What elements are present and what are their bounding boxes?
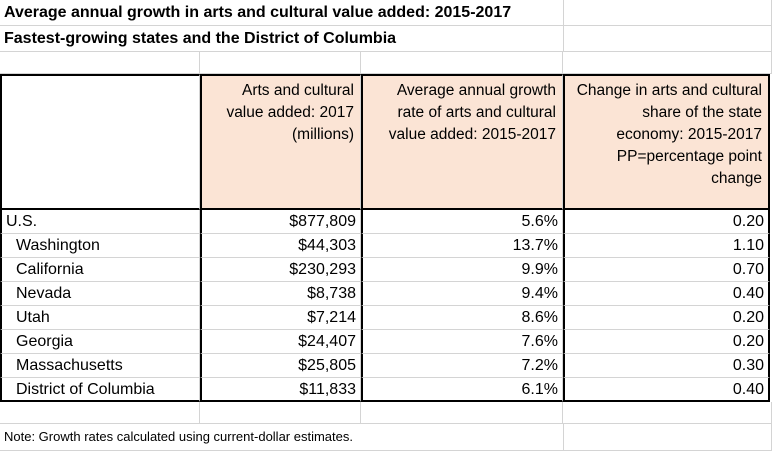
growth-cell[interactable]: 7.6% (361, 330, 563, 354)
empty-cell[interactable] (563, 52, 772, 74)
empty-cell[interactable] (200, 52, 361, 74)
header-value-cell[interactable] (200, 74, 361, 210)
value-cell[interactable]: $7,214 (200, 306, 361, 330)
header-value-label: Arts and cultural value added: 2017 (millions) (226, 82, 354, 143)
change-cell[interactable]: 0.20 (563, 330, 770, 354)
state-name-cell[interactable]: Nevada (0, 282, 200, 306)
value-cell[interactable]: $8,738 (200, 282, 361, 306)
table-row (0, 210, 772, 234)
state-name-cell[interactable]: Massachusetts (0, 354, 200, 378)
value-cell[interactable]: $11,833 (200, 378, 361, 402)
empty-cell[interactable] (563, 0, 772, 26)
note-text[interactable]: Note: Growth rates calculated using current-dollar estimates. (0, 424, 563, 451)
change-cell[interactable]: 0.40 (563, 378, 770, 402)
empty-cell[interactable] (361, 402, 563, 424)
spacer-row (0, 52, 772, 74)
state-name-cell[interactable]: Utah (0, 306, 200, 330)
table-row (0, 330, 772, 354)
note-row (0, 424, 772, 451)
table-row (0, 378, 772, 402)
value-cell[interactable]: $24,407 (200, 330, 361, 354)
growth-cell[interactable]: 7.2% (361, 354, 563, 378)
table-row (0, 306, 772, 330)
value-cell[interactable]: $25,805 (200, 354, 361, 378)
spacer-row (0, 402, 772, 424)
change-cell[interactable]: 0.70 (563, 258, 770, 282)
state-name-cell[interactable]: Georgia (0, 330, 200, 354)
subtitle-row (0, 26, 772, 52)
growth-cell[interactable]: 13.7% (361, 234, 563, 258)
state-name-cell[interactable]: California (0, 258, 200, 282)
header-change-cell[interactable] (563, 74, 770, 210)
empty-cell[interactable] (0, 402, 200, 424)
sheet-subtitle[interactable]: Fastest-growing states and the District of Columbia (0, 26, 563, 52)
change-cell[interactable]: 0.30 (563, 354, 770, 378)
empty-cell[interactable] (361, 52, 563, 74)
state-name-cell[interactable]: Washington (0, 234, 200, 258)
value-cell[interactable]: $230,293 (200, 258, 361, 282)
header-empty-cell[interactable] (0, 74, 200, 210)
change-cell[interactable]: 0.20 (563, 306, 770, 330)
change-cell[interactable]: 0.40 (563, 282, 770, 306)
table-row (0, 354, 772, 378)
growth-cell[interactable]: 9.4% (361, 282, 563, 306)
value-cell[interactable]: $44,303 (200, 234, 361, 258)
value-cell[interactable]: $877,809 (200, 210, 361, 234)
empty-cell[interactable] (563, 402, 772, 424)
state-name-cell[interactable]: District of Columbia (0, 378, 200, 402)
state-name-cell[interactable]: U.S. (0, 210, 200, 234)
empty-cell[interactable] (563, 26, 772, 52)
title-row (0, 0, 772, 26)
change-cell[interactable]: 1.10 (563, 234, 770, 258)
growth-cell[interactable]: 9.9% (361, 258, 563, 282)
growth-cell[interactable]: 8.6% (361, 306, 563, 330)
empty-cell[interactable] (0, 52, 200, 74)
change-cell[interactable]: 0.20 (563, 210, 770, 234)
header-change-label: Change in arts and cultural share of the state economy: 2015-2017 PP=percentage point change (576, 82, 762, 187)
header-growth-cell[interactable] (361, 74, 563, 210)
empty-cell[interactable] (563, 424, 772, 451)
table-row (0, 282, 772, 306)
growth-cell[interactable]: 5.6% (361, 210, 563, 234)
header-growth-label: Average annual growth rate of arts and cultural value added: 2015-2017 (388, 82, 556, 143)
growth-cell[interactable]: 6.1% (361, 378, 563, 402)
table-row (0, 258, 772, 282)
table-row (0, 234, 772, 258)
empty-cell[interactable] (200, 402, 361, 424)
sheet-title[interactable]: Average annual growth in arts and cultural value added: 2015-2017 (0, 0, 563, 26)
header-row (0, 74, 772, 210)
